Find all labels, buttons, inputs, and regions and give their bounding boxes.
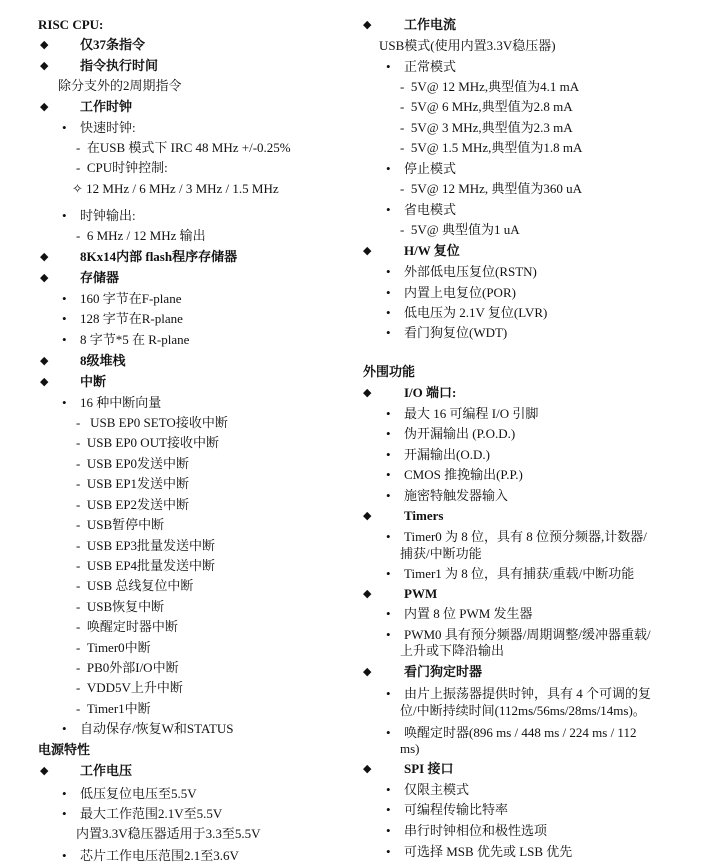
risc-title: RISC CPU:	[38, 17, 104, 32]
diamond-bullet-icon: ◆	[363, 387, 372, 399]
bullet-icon: •	[62, 208, 67, 223]
reset-item: 看门狗复位(WDT)	[404, 325, 508, 340]
normal-value: - 5V@ 12 MHz,典型值为4.1 mA	[400, 79, 580, 94]
feature-hw-reset: H/W 复位	[404, 243, 460, 258]
io-item: 伪开漏输出 (P.O.D.)	[404, 426, 516, 441]
feature-stack: 8级堆栈	[80, 353, 126, 368]
diamond-bullet-icon: ◆	[363, 510, 372, 522]
diamond-bullet-icon: ◆	[363, 666, 372, 678]
interrupt-item: - USB恢复中断	[76, 599, 165, 614]
bullet-icon: •	[386, 285, 391, 300]
diamond-bullet-icon: ◆	[363, 245, 372, 257]
interrupt-item: - PB0外部I/O中断	[76, 660, 179, 675]
interrupt-item: - USB暂停中断	[76, 517, 165, 532]
diamond-bullet-icon: ◆	[40, 272, 49, 284]
save-mode: 省电模式	[404, 202, 457, 217]
feature-current: 工作电流	[404, 17, 457, 32]
interrupt-count: 16 种中断向量	[80, 395, 162, 410]
io-item: 施密特触发器输入	[404, 488, 509, 503]
diamond-bullet-icon: ◆	[40, 376, 49, 388]
bullet-icon: •	[386, 686, 391, 701]
timer0-line2: 捕获/中断功能	[400, 546, 482, 561]
pwm-item: 内置 8 位 PWM 发生器	[404, 606, 533, 621]
bullet-icon: •	[62, 332, 67, 347]
fast-clock-label: 快速时钟:	[80, 120, 136, 135]
interrupt-item: - Timer0中断	[76, 640, 151, 655]
feature-watchdog: 看门狗定时器	[404, 664, 483, 679]
io-item: CMOS 推挽输出(P.P.)	[404, 467, 523, 482]
mem-item: 160 字节在F-plane	[80, 291, 182, 306]
wdt1-line2: 位/中断持续时间(112ms/56ms/28ms/14ms)。	[400, 703, 646, 718]
interrupt-item: - Timer1中断	[76, 701, 151, 716]
bullet-icon: •	[62, 806, 67, 821]
voltage-item: 内置3.3V稳压器适用于3.3至5.5V	[76, 826, 261, 841]
bullet-icon: •	[386, 782, 391, 797]
feature-exec-time: 指令执行时间	[80, 58, 159, 73]
mem-item: 128 字节在R-plane	[80, 311, 183, 326]
spi-item: 仅限主模式	[404, 782, 470, 797]
bullet-icon: •	[386, 467, 391, 482]
periph-section-title: 外围功能	[363, 364, 416, 379]
usb-mode: USB模式(使用内置3.3V稳压器)	[379, 38, 556, 53]
exec-time-desc: 除分支外的2周期指令	[58, 78, 182, 93]
reset-item: 外部低电压复位(RSTN)	[404, 264, 537, 279]
io-item: 开漏输出(O.D.)	[404, 447, 490, 462]
interrupt-item: - USB EP3批量发送中断	[76, 538, 216, 553]
normal-value: - 5V@ 3 MHz,典型值为2.3 mA	[400, 120, 573, 135]
bullet-icon: •	[386, 606, 391, 621]
bullet-icon: •	[62, 721, 67, 736]
save-value: - 5V@ 典型值为1 uA	[400, 222, 520, 237]
diamond-bullet-icon: ◆	[40, 355, 49, 367]
diamond-bullet-icon: ◆	[40, 101, 49, 113]
diamond-bullet-icon: ◆	[40, 251, 49, 263]
clock-output-values: - 6 MHz / 12 MHz 输出	[76, 228, 206, 243]
bullet-icon: •	[386, 529, 391, 544]
bullet-icon: •	[386, 627, 391, 642]
star-icon: ✧	[72, 181, 83, 196]
interrupt-item: - 唤醒定时器中断	[76, 619, 178, 634]
clock-output-label: 时钟输出:	[80, 208, 136, 223]
timer0-line1: Timer0 为 8 位，具有 8 位预分频器,计数器/	[404, 529, 647, 544]
reset-item: 内置上电复位(POR)	[404, 285, 516, 300]
mem-item: 8 字节*5 在 R-plane	[80, 332, 190, 347]
reset-item: 低电压为 2.1V 复位(LVR)	[404, 305, 548, 320]
interrupt-item: - USB 总线复位中断	[76, 578, 194, 593]
bullet-icon: •	[386, 59, 391, 74]
bullet-icon: •	[62, 311, 67, 326]
feature-flash: 8Kx14内部 flash程序存储器	[80, 249, 238, 264]
bullet-icon: •	[386, 305, 391, 320]
voltage-item: 芯片工作电压范围2.1至3.6V	[80, 848, 239, 863]
interrupt-item: - USB EP1发送中断	[76, 476, 190, 491]
auto-save: 自动保存/恢复W和STATUS	[80, 721, 234, 736]
bullet-icon: •	[62, 786, 67, 801]
interrupt-item: - USB EP2发送中断	[76, 497, 190, 512]
diamond-bullet-icon: ◆	[40, 60, 49, 72]
bullet-icon: •	[386, 161, 391, 176]
feature-pwm: PWM	[404, 586, 438, 601]
bullet-icon: •	[62, 848, 67, 863]
wdt2-line1: 唤醒定时器(896 ms / 448 ms / 224 ms / 112	[404, 725, 637, 740]
bullet-icon: •	[386, 725, 391, 740]
clock-freqs: ✧ 12 MHz / 6 MHz / 3 MHz / 1.5 MHz	[72, 181, 279, 196]
pwm0-line1: PWM0 具有预分频器/周期调整/缓冲器重载/	[404, 627, 651, 642]
feature-spi: SPI 接口	[404, 761, 454, 776]
diamond-bullet-icon: ◆	[40, 765, 49, 777]
feature-voltage: 工作电压	[80, 763, 133, 778]
wdt2-line2: ms)	[400, 741, 420, 756]
bullet-icon: •	[62, 120, 67, 135]
spi-item: 串行时钟相位和极性选项	[404, 823, 548, 838]
bullet-icon: •	[386, 447, 391, 462]
stop-mode: 停止模式	[404, 161, 457, 176]
pwm0-line2: 上升或下降沿输出	[400, 643, 505, 658]
feature-interrupt: 中断	[80, 374, 107, 389]
bullet-icon: •	[62, 291, 67, 306]
spi-item: 可编程传输比特率	[404, 802, 509, 817]
interrupt-item: - USB EP4批量发送中断	[76, 558, 216, 573]
interrupt-item: - VDD5V上升中断	[76, 680, 183, 695]
bullet-icon: •	[62, 395, 67, 410]
diamond-bullet-icon: ◆	[363, 588, 372, 600]
bullet-icon: •	[386, 802, 391, 817]
stop-value: - 5V@ 12 MHz, 典型值为360 uA	[400, 181, 583, 196]
feature-instructions: 仅37条指令	[80, 37, 146, 52]
bullet-icon: •	[386, 844, 391, 859]
diamond-bullet-icon: ◆	[40, 39, 49, 51]
cpu-clock-ctrl: - CPU时钟控制:	[76, 160, 168, 175]
interrupt-item: - USB EP0 OUT接收中断	[76, 435, 220, 450]
normal-value: - 5V@ 1.5 MHz,典型值为1.8 mA	[400, 140, 583, 155]
interrupt-item: - USB EP0 SETO接收中断	[76, 415, 228, 430]
bullet-icon: •	[386, 823, 391, 838]
bullet-icon: •	[386, 426, 391, 441]
bullet-icon: •	[386, 202, 391, 217]
feature-storage: 存储器	[80, 270, 120, 285]
timer1-line: Timer1 为 8 位，具有捕获/重载/中断功能	[404, 566, 635, 581]
bullet-icon: •	[386, 566, 391, 581]
feature-timers: Timers	[404, 508, 444, 523]
bullet-icon: •	[386, 264, 391, 279]
voltage-item: 低压复位电压至5.5V	[80, 786, 197, 801]
io-item: 最大 16 可编程 I/O 引脚	[404, 406, 539, 421]
interrupt-item: - USB EP0发送中断	[76, 456, 190, 471]
bullet-icon: •	[386, 488, 391, 503]
bullet-icon: •	[386, 325, 391, 340]
voltage-item: 最大工作范围2.1V至5.5V	[80, 806, 223, 821]
usb-irc-line: - 在USB 模式下 IRC 48 MHz +/-0.25%	[76, 140, 291, 155]
normal-value: - 5V@ 6 MHz,典型值为2.8 mA	[400, 99, 573, 114]
diamond-bullet-icon: ◆	[363, 763, 372, 775]
diamond-bullet-icon: ◆	[363, 19, 372, 31]
wdt1-line1: 由片上振荡器提供时钟，具有 4 个可调的复	[404, 686, 652, 701]
feature-io: I/O 端口:	[404, 385, 457, 400]
power-section-title: 电源特性	[38, 742, 91, 757]
normal-mode: 正常模式	[404, 59, 457, 74]
spi-item: 可选择 MSB 优先或 LSB 优先	[404, 844, 573, 859]
bullet-icon: •	[386, 406, 391, 421]
feature-clock: 工作时钟	[80, 99, 133, 114]
